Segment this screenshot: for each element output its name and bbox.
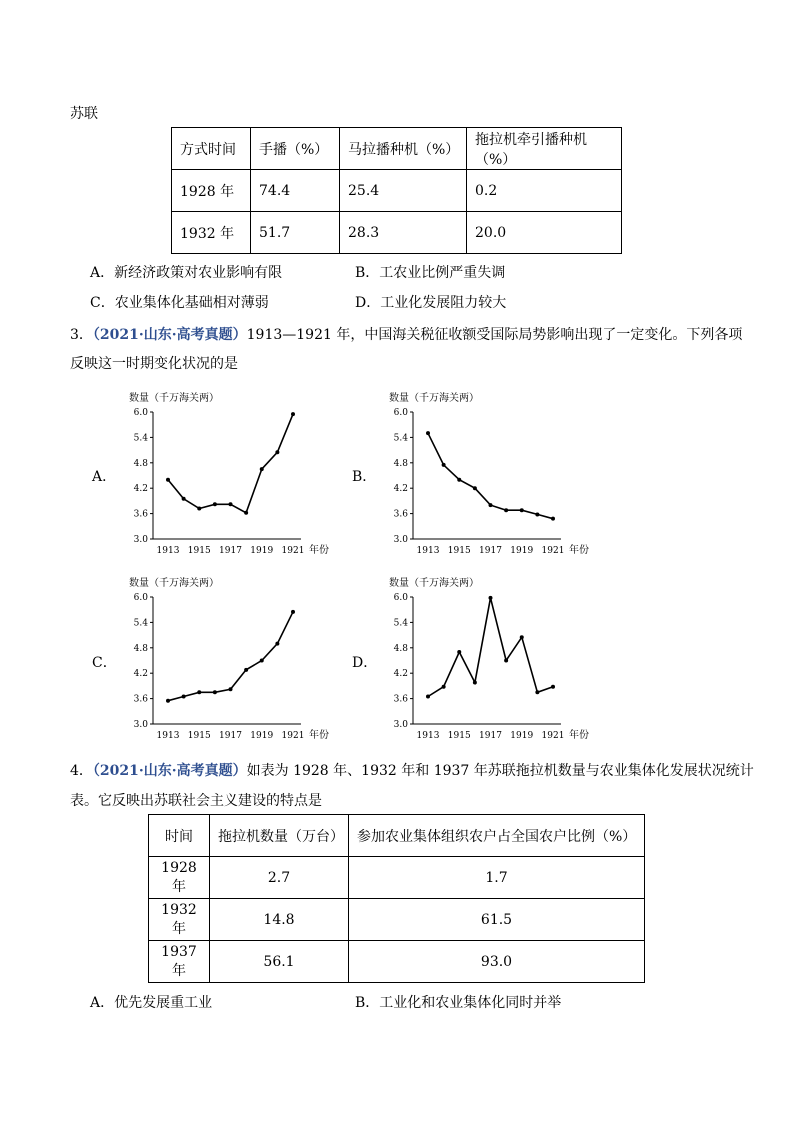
table-cell: 1932 年: [172, 212, 251, 254]
data-point: [551, 685, 555, 689]
x-axis-label: 年份: [309, 730, 329, 741]
data-point: [551, 517, 555, 521]
table-cell: 1932 年: [149, 899, 210, 941]
y-axis-label: 数量（千万海关两）: [129, 578, 219, 589]
y-tick-label: 5.4: [393, 433, 408, 444]
y-axis-label: 数量（千万海关两）: [389, 578, 479, 589]
data-point: [442, 463, 446, 467]
table-row: [172, 170, 622, 212]
question-text: 1913—1921 年，中国海关税征收额受国际局势影响出现了一定变化。下列各项: [246, 327, 743, 343]
data-point: [213, 502, 217, 506]
data-point: [275, 450, 279, 454]
table-cell: 56.1: [210, 941, 349, 983]
series-line: [168, 414, 293, 513]
data-point: [426, 694, 430, 698]
x-axis-label: 年份: [569, 545, 589, 556]
table-cell: 1937 年: [149, 941, 210, 983]
data-point: [275, 642, 279, 646]
data-point: [260, 659, 264, 663]
x-tick-label: 1917: [219, 546, 242, 556]
y-tick-label: 6.0: [133, 593, 148, 603]
y-tick-label: 3.6: [133, 694, 148, 705]
table-header-cell: 马拉播种机（%）: [340, 128, 467, 170]
x-tick-label: 1913: [416, 546, 440, 556]
table-header-cell: 拖拉机数量（万台）: [210, 815, 349, 857]
data-point: [457, 478, 461, 482]
chart-option-b: [375, 385, 590, 560]
data-point: [442, 685, 446, 689]
series-line: [428, 598, 553, 697]
x-tick-label: 1919: [250, 546, 274, 556]
x-tick-label: 1921: [281, 546, 305, 556]
data-point: [166, 699, 170, 703]
table-cell: 0.2: [467, 170, 622, 212]
table-cell: 51.7: [251, 212, 340, 254]
y-axis-label: 数量（千万海关两）: [129, 393, 219, 404]
table-cell: 25.4: [340, 170, 467, 212]
data-point: [489, 596, 493, 600]
x-tick-label: 1921: [541, 546, 565, 556]
table-cell: 28.3: [340, 212, 467, 254]
x-tick-label: 1913: [416, 731, 440, 741]
table-row: [149, 899, 645, 941]
table-row: [149, 941, 645, 983]
data-point: [535, 512, 539, 516]
table-cell: 1.7: [349, 857, 645, 899]
q3-stem-line2: 反映这一时期变化状况的是: [70, 356, 238, 372]
chart-option-c: [115, 570, 330, 745]
table-header-cell: 时间: [149, 815, 210, 857]
table-header-cell: 方式时间: [172, 128, 251, 170]
data-point: [244, 511, 248, 515]
table-cell: 1928 年: [172, 170, 251, 212]
y-tick-label: 4.8: [133, 643, 148, 654]
table-cell: 93.0: [349, 941, 645, 983]
y-tick-label: 4.8: [393, 458, 408, 469]
q4-option-b[interactable]: B．工业化和农业集体化同时并举: [355, 995, 562, 1011]
y-tick-label: 3.6: [393, 694, 408, 705]
table-cell: 74.4: [251, 170, 340, 212]
data-point: [213, 690, 217, 694]
country-label: 苏联: [70, 106, 98, 122]
y-tick-label: 5.4: [133, 433, 148, 444]
data-point: [520, 508, 524, 512]
y-tick-label: 4.2: [133, 484, 148, 495]
table-cell: 61.5: [349, 899, 645, 941]
y-tick-label: 3.6: [133, 509, 148, 520]
y-tick-label: 4.2: [393, 484, 408, 495]
table-cell: 20.0: [467, 212, 622, 254]
question-source: （2021·山东·高考真题）: [92, 327, 247, 343]
table-header-cell: 拖拉机牵引播种机（%）: [467, 128, 622, 170]
y-tick-label: 4.2: [393, 669, 408, 680]
x-tick-label: 1917: [479, 546, 502, 556]
x-tick-label: 1919: [510, 731, 534, 741]
x-tick-label: 1917: [219, 731, 242, 741]
q2-option-c[interactable]: C．农业集体化基础相对薄弱: [90, 295, 269, 311]
q4-table: [148, 814, 645, 983]
x-tick-label: 1915: [447, 546, 471, 556]
y-tick-label: 4.8: [393, 643, 408, 654]
x-axis-label: 年份: [309, 545, 329, 556]
question-number: 3．: [70, 327, 93, 343]
table-header-cell: 参加农业集体组织农户占全国农户比例（%）: [349, 815, 645, 857]
q3-stem: [70, 324, 742, 344]
data-point: [457, 650, 461, 654]
question-number: 4．: [70, 763, 93, 779]
data-point: [504, 659, 508, 663]
data-point: [182, 694, 186, 698]
y-axis-label: 数量（千万海关两）: [389, 393, 479, 404]
data-point: [229, 687, 233, 691]
chart-option-label-a[interactable]: A．: [92, 469, 117, 485]
data-point: [260, 467, 264, 471]
q2-table: [171, 127, 622, 254]
question-text: 如表为 1928 年、1932 年和 1937 年苏联拖拉机数量与农业集体化发展状况统计: [246, 763, 754, 779]
x-tick-label: 1915: [187, 546, 211, 556]
question-source: （2021·山东·高考真题）: [92, 763, 247, 779]
y-tick-label: 3.0: [393, 535, 408, 545]
data-point: [244, 668, 248, 672]
chart-option-label-d[interactable]: D．: [352, 655, 378, 671]
y-tick-label: 4.8: [133, 458, 148, 469]
y-tick-label: 3.6: [393, 509, 408, 520]
x-axis-label: 年份: [569, 730, 589, 741]
y-tick-label: 6.0: [393, 408, 408, 418]
x-tick-label: 1917: [479, 731, 502, 741]
table-row: [149, 857, 645, 899]
chart-option-label-b[interactable]: B．: [352, 469, 377, 485]
y-tick-label: 6.0: [133, 408, 148, 418]
data-point: [535, 690, 539, 694]
data-point: [229, 502, 233, 506]
y-tick-label: 3.0: [393, 720, 408, 730]
table-cell: 14.8: [210, 899, 349, 941]
q4-stem: [70, 760, 754, 780]
q2-option-b[interactable]: B．工农业比例严重失调: [355, 265, 506, 281]
data-point: [291, 412, 295, 416]
y-tick-label: 5.4: [393, 618, 408, 629]
y-tick-label: 3.0: [133, 535, 148, 545]
x-tick-label: 1921: [541, 731, 565, 741]
data-point: [520, 635, 524, 639]
y-tick-label: 3.0: [133, 720, 148, 730]
q4-stem-line2: 表。它反映出苏联社会主义建设的特点是: [70, 793, 322, 809]
x-tick-label: 1915: [447, 731, 471, 741]
x-tick-label: 1919: [250, 731, 274, 741]
data-point: [182, 497, 186, 501]
table-row: [172, 212, 622, 254]
x-tick-label: 1913: [156, 546, 180, 556]
x-tick-label: 1919: [510, 546, 534, 556]
data-point: [166, 478, 170, 482]
data-point: [197, 690, 201, 694]
y-tick-label: 6.0: [393, 593, 408, 603]
data-point: [426, 431, 430, 435]
q4-option-a[interactable]: A．优先发展重工业: [90, 995, 213, 1011]
table-header-row: [149, 815, 645, 857]
x-tick-label: 1913: [156, 731, 180, 741]
chart-option-label-c[interactable]: C．: [92, 655, 117, 671]
table-cell: 1928 年: [149, 857, 210, 899]
table-cell: 2.7: [210, 857, 349, 899]
data-point: [489, 503, 493, 507]
table-header-cell: 手播（%）: [251, 128, 340, 170]
data-point: [473, 486, 477, 490]
data-point: [473, 681, 477, 685]
y-tick-label: 4.2: [133, 669, 148, 680]
chart-option-d: [375, 570, 590, 745]
x-tick-label: 1915: [187, 731, 211, 741]
table-header-row: [172, 128, 622, 170]
y-tick-label: 5.4: [133, 618, 148, 629]
chart-option-a: [115, 385, 330, 560]
data-point: [504, 508, 508, 512]
q2-option-d[interactable]: D．工业化发展阻力较大: [355, 295, 507, 311]
x-tick-label: 1921: [281, 731, 305, 741]
data-point: [291, 610, 295, 614]
q2-option-a[interactable]: A．新经济政策对农业影响有限: [90, 265, 283, 281]
data-point: [197, 507, 201, 511]
